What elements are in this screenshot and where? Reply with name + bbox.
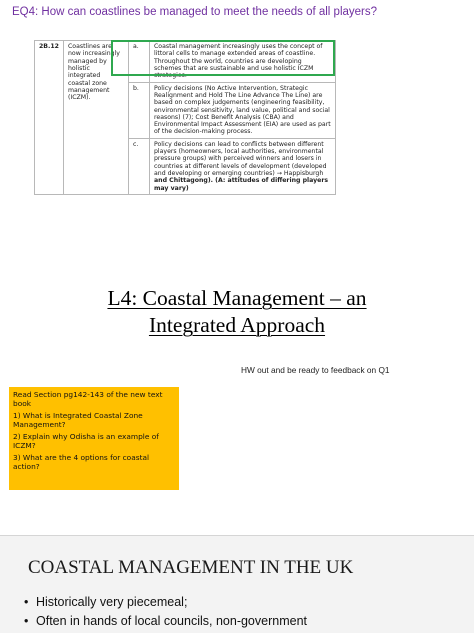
lesson-title: [40, 285, 434, 339]
spec-letter-b: b.: [128, 82, 149, 138]
bullet-icon: •: [24, 614, 29, 628]
spec-text-c-bold: and Chittagong). (A: attitudes of differing players may vary): [153, 177, 329, 192]
spec-text-b: Policy decisions (No Active Intervention, Strategic Realignment and Hold The Line Advance The Line) are based on complex judgements (engineering feasibility, environmental sensitivity, land value, political and social reasons) (7); Cost Benefit Analysis (CBA) and Environmental Impact Assessment (EIA) are used as part of the decision-making process.: [149, 82, 335, 138]
slide-divider: [0, 535, 474, 536]
enquiry-question-title: EQ4: How can coastlines be managed to meet the needs of all players?: [12, 6, 378, 18]
spec-text-a: Coastal management increasingly uses the concept of littoral cells to manage extended areas of coastline. Throughout the world, countries are developing schemes that are sustainable and use holistic ICZM strategies.: [149, 41, 335, 83]
task-box: [9, 387, 179, 490]
list-item: [24, 614, 464, 628]
task-question-3: 3) What are the 4 options for coastal action?: [13, 453, 150, 472]
spec-letter-a: a.: [128, 41, 149, 83]
slide-2-bullet-list: [24, 595, 464, 633]
task-question-2: 2) Explain why Odisha is an example of ICZM?: [13, 432, 159, 451]
lesson-title-line-2: Integrated Approach: [148, 313, 326, 337]
spec-topic: Coastlines are now increasingly managed by holistic integrated coastal zone management (ICZM).: [63, 41, 128, 195]
bullet-text-1: Historically very piecemeal;: [36, 595, 188, 609]
bullet-icon: •: [24, 595, 29, 609]
lesson-title-line-1: L4: Coastal Management – an: [107, 286, 367, 310]
homework-note: HW out and be ready to feedback on Q1: [241, 365, 390, 375]
spec-letter-c: c.: [128, 138, 149, 194]
highlight-box: [111, 40, 335, 76]
bullet-text-2: Often in hands of local councils, non-government: [36, 614, 307, 628]
task-intro: Read Section pg142-143 of the new text book: [13, 390, 163, 409]
spec-cell-c: [149, 138, 335, 194]
spec-code: 2B.12: [35, 41, 64, 195]
list-item: [24, 595, 464, 609]
task-question-1: 1) What is Integrated Coastal Zone Management?: [13, 411, 143, 430]
slide-2-heading: COASTAL MANAGEMENT IN THE UK: [28, 557, 354, 578]
spec-text-c: Policy decisions can lead to conflicts between different players (homeowners, local authorities, environmental pressure groups) with perceived winners and losers in countries at different levels of development (developed and developing or emerging countries) → Happisburgh: [153, 140, 327, 177]
